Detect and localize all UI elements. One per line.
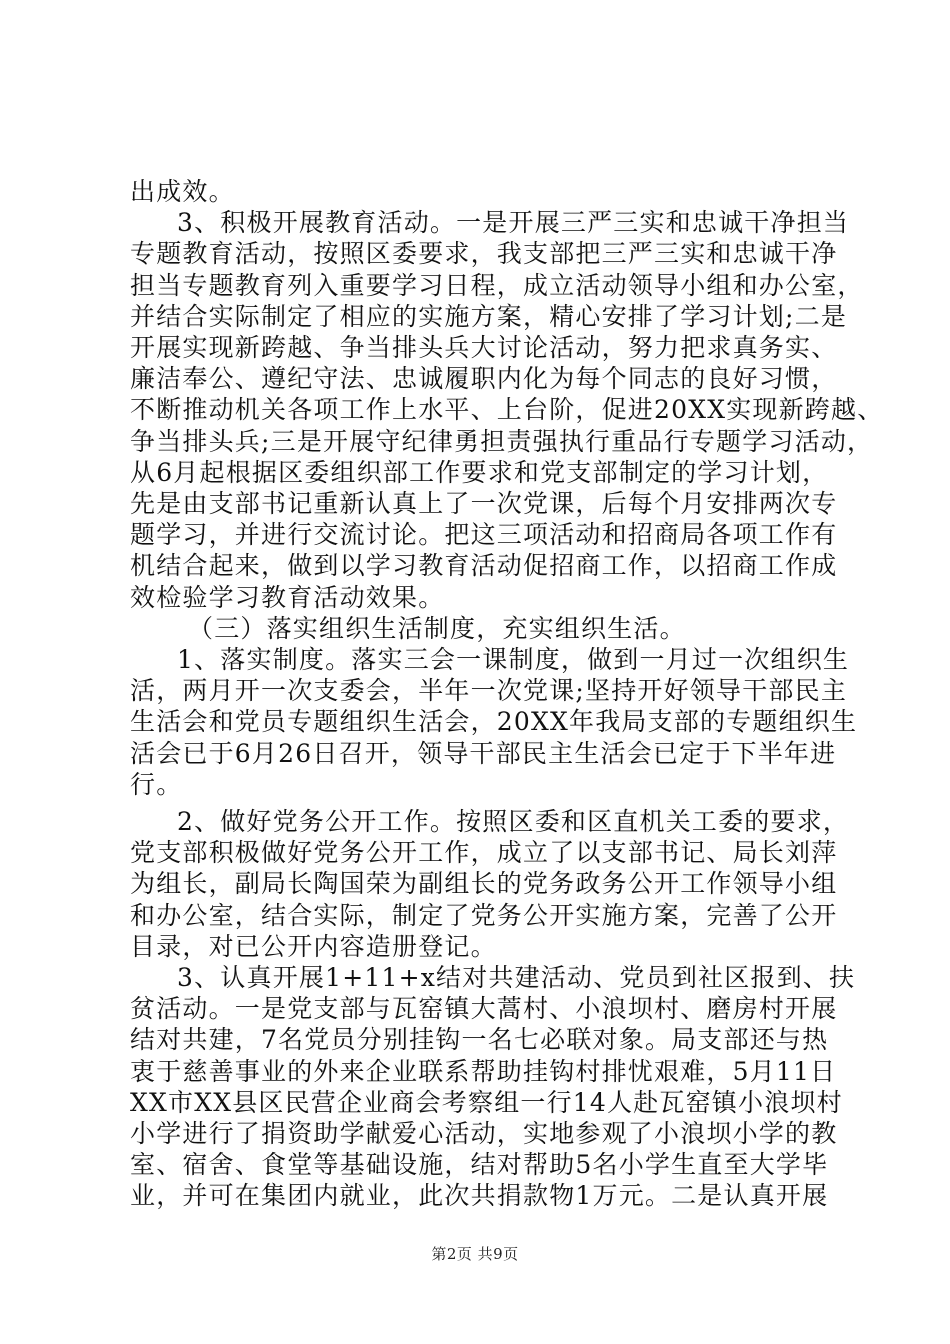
text-line: 活会已于6月26日召开，领导干部民主生活会已定于下半年进: [130, 738, 837, 768]
text-line: 担当专题教育列入重要学习日程，成立活动领导小组和办公室，: [130, 270, 864, 300]
paragraph-start: 1、落实制度。落实三会一课制度，做到一月过一次组织生: [177, 645, 850, 674]
page-footer: 第2页 共9页: [431, 1245, 519, 1263]
text-line: 机结合起来，做到以学习教育活动促招商工作，以招商工作成: [130, 551, 838, 581]
text-line: 小学进行了捐资助学献爱心活动，实地参观了小浪坝小学的教: [130, 1119, 838, 1148]
text-line: 并结合实际制定了相应的实施方案，精心安排了学习计划;二是: [130, 301, 848, 331]
text-line: 行。: [130, 769, 183, 799]
text-line: 廉洁奉公、遵纪守法、忠诚履职内化为每个同志的良好习惯，: [130, 364, 838, 394]
text-line: 争当排头兵;三是开展守纪律勇担责强执行重品行专题学习活动，: [130, 426, 874, 456]
text-line: 室、宿舍、食堂等基础设施，结对帮助5名小学生直至大学毕: [130, 1150, 829, 1180]
text-line: 从6月起根据区委组织部工作要求和党支部制定的学习计划，: [130, 457, 829, 487]
text-line: 结对共建，7名党员分别挂钩一名七必联对象。局支部还与热: [130, 1025, 829, 1055]
text-line: 目录，对已公开内容造册登记。: [130, 931, 497, 961]
text-line: 专题教育活动，按照区委要求，我支部把三严三实和忠诚干净: [130, 239, 838, 269]
text-line: 不断推动机关各项工作上水平、上台阶，促进20XX实现新跨越、: [130, 395, 884, 425]
text-line: 党支部积极做好党务公开工作，成立了以支部书记、局长刘萍: [130, 838, 838, 868]
text-line: 效检验学习教育活动效果。: [130, 582, 445, 612]
text-line: 开展实现新跨越、争当排头兵大讨论活动，努力把求真务实、: [130, 333, 838, 362]
text-line: 衷于慈善事业的外来企业联系帮助挂钩村排忧艰难，5月11日: [130, 1056, 837, 1086]
text-line: 题学习，并进行交流讨论。把这三项活动和招商局各项工作有: [130, 520, 838, 550]
paragraph-start: 2、做好党务公开工作。按照区委和区直机关工委的要求，: [177, 807, 850, 836]
paragraph-start: 3、积极开展教育活动。一是开展三严三实和忠诚干净担当: [177, 208, 850, 238]
text-line: 业，并可在集团内就业，此次共捐款物1万元。二是认真开展: [130, 1181, 829, 1211]
text-line: 出成效。: [130, 177, 235, 206]
section-heading: （三）落实组织生活制度，充实组织生活。: [188, 613, 686, 643]
text-line: 先是由支部书记重新认真上了一次党课，后每个月安排两次专: [130, 489, 838, 518]
paragraph-start: 3、认真开展1+11+x结对共建活动、党员到社区报到、扶: [177, 963, 856, 992]
text-line: 为组长，副局长陶国荣为副组长的党务政务公开工作领导小组: [130, 869, 838, 899]
text-line: 和办公室，结合实际，制定了党务公开实施方案，完善了公开: [130, 900, 838, 930]
text-line: 生活会和党员专题组织生活会，20XX年我局支部的专题组织生: [130, 707, 858, 737]
text-line: 活，两月开一次支委会，半年一次党课;坚持开好领导干部民主: [130, 676, 848, 706]
text-line: 贫活动。一是党支部与瓦窑镇大蒿村、小浪坝村、磨房村开展: [130, 994, 838, 1024]
text-line: XX市XX县区民营企业商会考察组一行14人赴瓦窑镇小浪坝村: [130, 1087, 843, 1117]
